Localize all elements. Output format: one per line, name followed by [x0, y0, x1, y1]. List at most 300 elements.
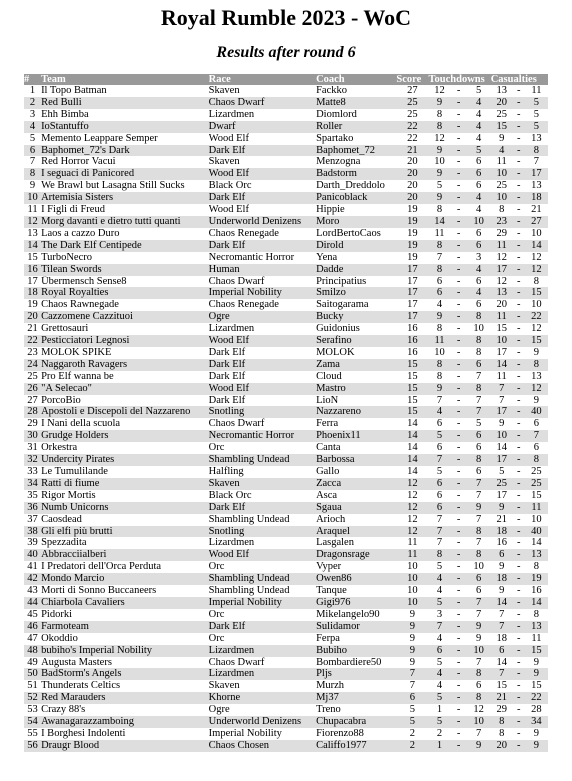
row-cas-against: 27: [525, 216, 548, 228]
row-cas-for: 6: [491, 645, 513, 657]
row-rank: 15: [27, 251, 38, 263]
row-race: Lizardmen: [208, 323, 255, 335]
row-rank: 7: [29, 156, 36, 168]
row-team: I Predatori dell'Orca Perduta: [41, 561, 162, 573]
row-td-against: 3: [476, 251, 482, 263]
row-team: Crazy 88's: [41, 704, 86, 716]
row-team: Caosdead: [41, 513, 82, 525]
row-td-for: 5: [436, 561, 443, 573]
row-cas-separator: -: [517, 418, 521, 430]
row-cas-for: 8: [491, 716, 513, 728]
row-team: I Figli di Freud: [41, 204, 105, 216]
row-td-for: 6: [436, 275, 443, 287]
row-td-against: 5: [467, 145, 491, 157]
row-cas-separator: -: [513, 668, 525, 680]
row-td-separator: -: [456, 418, 461, 430]
row-race: Dark Elf: [209, 359, 316, 371]
row-cas-for: 6: [491, 549, 513, 561]
table-row: [24, 418, 548, 430]
row-cas-against: 8: [533, 608, 540, 620]
row-coach: Mikelangelo90: [316, 608, 380, 620]
row-cas-separator: -: [513, 335, 525, 347]
table-row: [24, 704, 548, 716]
table-row: [24, 430, 548, 442]
row-cas-separator: -: [517, 346, 521, 358]
row-cas-for: 10: [491, 192, 513, 204]
row-cas-against: 6: [533, 418, 540, 430]
row-td-against: 6: [476, 227, 482, 239]
row-td-against: 6: [467, 359, 491, 371]
row-cas-separator: -: [513, 454, 525, 466]
row-td-for: 7: [436, 251, 443, 263]
row-cas-separator: -: [517, 370, 521, 382]
row-td-for: 10: [434, 156, 445, 168]
row-score: 17: [396, 264, 428, 276]
row-td-for: 8: [428, 359, 450, 371]
header-num: #: [24, 74, 41, 85]
row-cas-for: 13: [496, 85, 507, 96]
row-td-separator: -: [456, 132, 461, 144]
row-cas-for: 9: [499, 418, 505, 430]
row-cas-separator: -: [513, 121, 525, 133]
row-td-for: 4: [436, 585, 443, 597]
row-td-separator: -: [451, 192, 467, 204]
row-td-separator: -: [456, 180, 461, 192]
row-cas-against: 5: [525, 121, 548, 133]
row-cas-separator: -: [513, 573, 525, 585]
row-score: 25: [407, 108, 418, 120]
row-race: Chaos Dwarf: [208, 275, 265, 287]
row-race: Wood Elf: [209, 549, 316, 561]
row-td-against: 8: [467, 668, 491, 680]
row-td-separator: -: [451, 740, 467, 752]
row-coach: Hippie: [316, 204, 345, 216]
row-cas-against: 12: [525, 383, 548, 395]
row-td-for: 12: [434, 85, 445, 96]
row-race: Skaven: [209, 478, 316, 490]
row-td-for: 5: [428, 716, 450, 728]
row-td-against: 9: [467, 621, 491, 633]
row-coach: Spartako: [316, 132, 354, 144]
row-rank: 38: [24, 526, 41, 538]
row-cas-separator: -: [517, 156, 521, 168]
row-team: I seguaci di Panicored: [41, 168, 209, 180]
row-rank: 17: [27, 275, 38, 287]
row-cas-separator: -: [517, 561, 521, 573]
row-team: Laos a cazzo Duro: [41, 227, 120, 239]
row-race: Wood Elf: [209, 168, 316, 180]
row-score: 12: [396, 526, 428, 538]
row-cas-against: 7: [525, 430, 548, 442]
row-td-for: 8: [436, 204, 443, 216]
row-td-for: 4: [428, 668, 450, 680]
row-td-separator: -: [456, 275, 461, 287]
row-td-against: 7: [476, 727, 482, 739]
row-td-against: 8: [467, 454, 491, 466]
row-td-separator: -: [451, 454, 467, 466]
row-cas-against: 28: [531, 704, 542, 716]
row-coach: Darth_Dreddolo: [316, 180, 385, 192]
row-team: Ratti di fiume: [41, 478, 209, 490]
row-td-against: 4: [467, 287, 491, 299]
row-cas-for: 9: [491, 502, 513, 514]
row-td-against: 4: [467, 121, 491, 133]
row-cas-against: 5: [533, 108, 540, 120]
row-cas-for: 7: [491, 621, 513, 633]
row-cas-against: 8: [525, 145, 548, 157]
row-cas-separator: -: [517, 299, 521, 311]
table-body: [24, 85, 548, 752]
row-td-separator: -: [451, 478, 467, 490]
row-cas-separator: -: [517, 466, 521, 477]
row-cas-for: 18: [496, 632, 507, 644]
row-race: Underworld Denizens: [209, 716, 316, 728]
row-coach: Menzogna: [316, 156, 361, 168]
row-td-separator: -: [451, 692, 467, 704]
row-td-separator: -: [451, 287, 467, 299]
row-rank: 5: [29, 132, 36, 144]
row-cas-separator: -: [513, 597, 525, 609]
row-cas-for: 5: [499, 466, 505, 477]
row-score: 10: [396, 597, 428, 609]
row-score: 20: [407, 156, 418, 168]
row-team: Rigor Mortis: [41, 489, 96, 501]
row-cas-for: 7: [491, 383, 513, 395]
row-td-against: 8: [467, 526, 491, 538]
row-rank: 29: [27, 418, 38, 430]
row-td-separator: -: [451, 597, 467, 609]
row-race: Skaven: [208, 156, 240, 168]
row-td-for: 9: [428, 192, 450, 204]
row-td-against: 6: [476, 466, 482, 477]
row-rank: 27: [27, 394, 38, 406]
row-td-against: 5: [476, 418, 482, 430]
row-team: The Dark Elf Centipede: [41, 240, 209, 252]
table-row: [24, 311, 548, 323]
row-cas-against: 13: [531, 180, 542, 192]
row-score: 15: [407, 370, 418, 382]
row-cas-separator: -: [517, 513, 521, 525]
row-td-against: 6: [476, 180, 482, 192]
row-team: Artemisia Sisters: [41, 192, 209, 204]
row-td-for: 6: [428, 645, 450, 657]
row-team: Pesticciatori Legnosi: [41, 335, 209, 347]
row-td-against: 8: [467, 692, 491, 704]
table-row: [24, 526, 548, 538]
row-coach: Yena: [316, 251, 338, 263]
row-td-for: 4: [436, 299, 443, 311]
row-td-for: 4: [428, 406, 450, 418]
row-td-for: 8: [436, 108, 443, 120]
row-td-against: 7: [476, 394, 482, 406]
row-coach: Diomlord: [316, 108, 357, 120]
row-score: 2: [409, 727, 416, 739]
row-cas-separator: -: [517, 489, 521, 501]
row-team: I Borghesi Indolenti: [41, 727, 126, 739]
table-row: [24, 692, 548, 704]
row-coach: Fackko: [316, 85, 347, 96]
row-td-against: 8: [467, 383, 491, 395]
table-row: [24, 228, 548, 240]
row-cas-for: 15: [491, 121, 513, 133]
row-rank: 52: [24, 692, 41, 704]
row-td-against: 6: [476, 299, 482, 311]
row-td-against: 4: [467, 192, 491, 204]
row-team: Ehh Bimba: [41, 108, 89, 120]
row-cas-separator: -: [517, 323, 521, 335]
row-cas-separator: -: [513, 192, 525, 204]
row-cas-separator: -: [513, 549, 525, 561]
table-row: [24, 502, 548, 514]
row-cas-against: 8: [525, 359, 548, 371]
row-td-separator: -: [456, 108, 461, 120]
row-team: Abbracciialberi: [41, 549, 209, 561]
row-team: Red Marauders: [41, 692, 209, 704]
row-race: Orc: [208, 442, 225, 454]
table-row: [24, 549, 548, 561]
row-race: Shambling Undead: [208, 585, 290, 597]
row-coach: Dirold: [316, 240, 396, 252]
row-cas-for: 17: [496, 346, 507, 358]
row-coach: Baphomet_72: [316, 145, 396, 157]
row-coach: Dadde: [316, 264, 396, 276]
row-td-for: 11: [434, 227, 445, 239]
row-score: 15: [407, 394, 418, 406]
row-race: Black Orc: [208, 180, 252, 192]
row-cas-for: 12: [496, 251, 507, 263]
row-race: Ogre: [208, 704, 230, 716]
row-coach: Nazzareno: [316, 406, 396, 418]
row-td-against: 8: [476, 346, 482, 358]
header-race: Race: [209, 74, 316, 85]
row-td-separator: -: [451, 645, 467, 657]
row-score: 5: [409, 704, 416, 716]
row-cas-for: 11: [491, 240, 513, 252]
row-rank: 14: [24, 240, 41, 252]
row-cas-against: 13: [531, 370, 542, 382]
table-row: [24, 145, 548, 157]
row-td-for: 6: [436, 442, 443, 454]
row-team: Okoddio: [41, 632, 78, 644]
row-td-separator: -: [451, 121, 467, 133]
row-cas-against: 6: [533, 442, 540, 454]
row-team: Augusta Masters: [41, 656, 112, 668]
row-race: Dark Elf: [208, 394, 246, 406]
row-team: TurboNecro: [41, 251, 93, 263]
row-cas-against: 9: [533, 727, 540, 739]
row-race: Human: [209, 264, 316, 276]
row-race: Orc: [208, 608, 225, 620]
row-td-for: 8: [428, 549, 450, 561]
row-cas-against: 15: [525, 287, 548, 299]
row-cas-against: 15: [531, 489, 542, 501]
row-team: PorcoBio: [41, 394, 81, 406]
row-td-for: 11: [428, 335, 450, 347]
row-rank: 42: [24, 573, 41, 585]
row-rank: 43: [27, 585, 38, 597]
row-cas-against: 10: [531, 513, 542, 525]
row-race: Skaven: [208, 85, 240, 96]
row-score: 17: [396, 311, 428, 323]
row-td-separator: -: [456, 656, 461, 668]
row-coach: Lasgalen: [316, 537, 354, 549]
row-race: Dark Elf: [208, 370, 246, 382]
row-race: Chaos Renegade: [208, 299, 279, 311]
row-race: Skaven: [208, 680, 240, 692]
row-coach: Chupacabra: [316, 716, 396, 728]
row-cas-against: 9: [525, 740, 548, 752]
row-team: Mondo Marcio: [41, 573, 209, 585]
row-td-against: 7: [476, 513, 482, 525]
row-td-for: 5: [436, 180, 443, 192]
row-td-separator: -: [451, 335, 467, 347]
row-rank: 12: [24, 216, 41, 228]
row-cas-separator: -: [517, 132, 521, 144]
row-rank: 13: [27, 227, 38, 239]
row-team: Red Horror Vacui: [41, 156, 116, 168]
row-td-separator: -: [451, 573, 467, 585]
table-row: [24, 597, 548, 609]
table-row: [24, 728, 548, 740]
row-coach: LioN: [316, 394, 339, 406]
row-cas-against: 15: [525, 335, 548, 347]
row-race: Dark Elf: [209, 502, 316, 514]
row-cas-separator: -: [513, 430, 525, 442]
row-race: Necromantic Horror: [209, 430, 316, 442]
row-td-for: 8: [428, 264, 450, 276]
row-rank: 50: [24, 668, 41, 680]
row-cas-separator: -: [513, 311, 525, 323]
row-score: 14: [407, 418, 418, 430]
table-row: [24, 156, 548, 168]
table-row: [24, 97, 548, 109]
row-cas-separator: -: [513, 692, 525, 704]
row-cas-for: 11: [491, 311, 513, 323]
row-cas-against: 21: [531, 204, 542, 216]
row-rank: 16: [24, 264, 41, 276]
row-coach: Matte8: [316, 97, 396, 109]
row-cas-separator: -: [517, 608, 521, 620]
row-score: 19: [396, 216, 428, 228]
row-cas-for: 14: [491, 597, 513, 609]
row-td-against: 7: [476, 537, 482, 549]
row-td-separator: -: [451, 264, 467, 276]
row-team: Naggaroth Ravagers: [41, 359, 209, 371]
row-cas-for: 18: [491, 573, 513, 585]
row-rank: 25: [27, 370, 38, 382]
row-score: 9: [409, 608, 416, 620]
header-team: Team: [41, 74, 209, 85]
row-cas-separator: -: [517, 537, 521, 549]
row-score: 2: [396, 740, 428, 752]
row-score: 15: [396, 359, 428, 371]
table-row: [24, 204, 548, 216]
results-table: [24, 74, 548, 752]
row-score: 10: [396, 573, 428, 585]
row-rank: 40: [24, 549, 41, 561]
row-team: We Brawl but Lasagna Still Sucks: [41, 180, 185, 192]
row-td-separator: -: [451, 383, 467, 395]
row-score: 21: [396, 145, 428, 157]
row-coach: Pljs: [316, 668, 396, 680]
row-cas-separator: -: [513, 145, 525, 157]
row-cas-separator: -: [517, 275, 521, 287]
row-td-for: 9: [428, 97, 450, 109]
row-cas-for: 15: [496, 323, 507, 335]
row-race: Lizardmen: [209, 668, 316, 680]
row-rank: 49: [27, 656, 38, 668]
row-cas-against: 18: [525, 192, 548, 204]
row-race: Lizardmen: [208, 108, 255, 120]
row-rank: 56: [24, 740, 41, 752]
row-cas-against: 8: [533, 561, 540, 573]
row-td-against: 9: [467, 740, 491, 752]
row-cas-separator: -: [517, 394, 521, 406]
row-race: Chaos Chosen: [209, 740, 316, 752]
row-coach: Treno: [316, 704, 341, 716]
row-score: 9: [396, 621, 428, 633]
row-team: Pro Elf wanna be: [41, 370, 114, 382]
row-cas-against: 14: [531, 537, 542, 549]
row-rank: 11: [27, 204, 38, 216]
row-race: Wood Elf: [209, 335, 316, 347]
row-td-separator: -: [451, 668, 467, 680]
row-td-separator: -: [456, 442, 461, 454]
header-coach: Coach: [316, 74, 396, 85]
row-td-against: 10: [467, 716, 491, 728]
row-rank: 8: [24, 168, 41, 180]
row-td-for: 1: [428, 740, 450, 752]
row-td-against: 4: [476, 108, 482, 120]
row-team: Grettosauri: [41, 323, 89, 335]
row-team: Morg davanti e dietro tutti quanti: [41, 216, 209, 228]
table-row: [24, 371, 548, 383]
row-cas-against: 11: [525, 502, 548, 514]
row-td-against: 4: [476, 204, 482, 216]
row-rank: 1: [29, 85, 36, 96]
row-td-separator: -: [451, 168, 467, 180]
page-title: Royal Rumble 2023 - WoC: [160, 5, 412, 30]
row-cas-separator: -: [513, 97, 525, 109]
row-td-for: 4: [436, 680, 443, 692]
row-rank: 34: [24, 478, 41, 490]
row-td-against: 6: [467, 430, 491, 442]
row-rank: 24: [24, 359, 41, 371]
row-team: bubiho's Imperial Nobility: [41, 645, 209, 657]
row-td-for: 10: [434, 346, 445, 358]
row-td-against: 8: [467, 311, 491, 323]
row-cas-against: 9: [533, 656, 540, 668]
row-td-separator: -: [451, 621, 467, 633]
row-team: IoStantuffo: [41, 121, 209, 133]
row-score: 7: [396, 668, 428, 680]
row-td-separator: -: [456, 204, 461, 216]
header-score: Score: [396, 74, 428, 85]
row-score: 19: [407, 251, 418, 263]
row-coach: Mastro: [316, 383, 396, 395]
row-td-separator: -: [456, 727, 461, 739]
row-td-against: 6: [467, 573, 491, 585]
row-race: Imperial Nobility: [208, 727, 282, 739]
row-td-separator: -: [456, 156, 461, 168]
row-cas-against: 17: [525, 168, 548, 180]
row-cas-against: 22: [525, 311, 548, 323]
row-race: Dwarf: [209, 121, 316, 133]
row-race: Snotling: [209, 406, 316, 418]
row-td-for: 9: [428, 383, 450, 395]
row-coach: Panicoblack: [316, 192, 396, 204]
row-cas-separator: -: [513, 740, 525, 752]
